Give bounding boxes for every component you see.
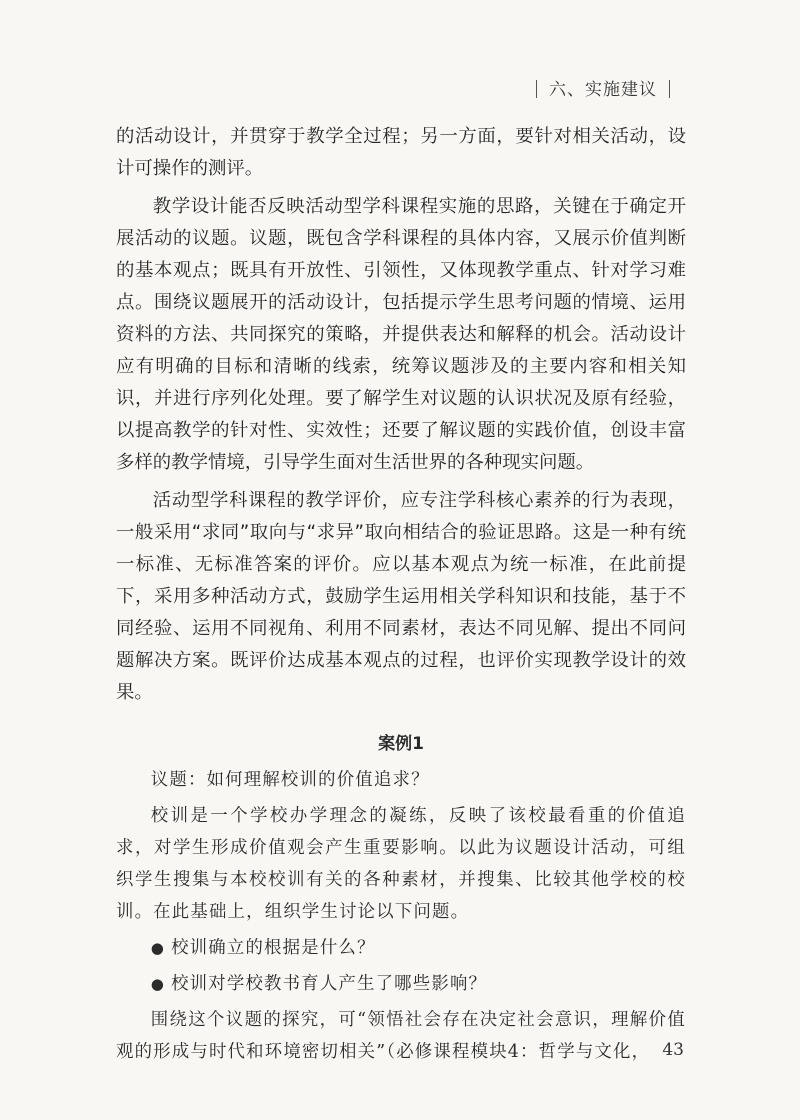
bullet-text: 校训确立的根据是什么？ (171, 938, 376, 958)
bullet-text: 校训对学校教书育人产生了哪些影响？ (171, 974, 488, 994)
paragraph-continuation: 的活动设计，并贯穿于教学全过程；另一方面，要针对相关活动，设计可操作的测评。 (116, 126, 686, 179)
section-title: 六、实施建议 (549, 80, 657, 100)
page-number: 43 (662, 1040, 684, 1060)
case-closing: 围绕这个议题的探究，可“领悟社会存在决定社会意识，理解价值观的形成与时代和环境密切相关”（必修课程模块4：哲学与文化， (116, 1010, 686, 1062)
case-bullet-item (116, 968, 686, 1000)
header-divider-left (536, 80, 537, 98)
header-divider-right (669, 80, 670, 98)
case-bullet-item (116, 932, 686, 964)
case-block (116, 764, 686, 1068)
case-title: 案例1 (378, 734, 424, 754)
running-header (524, 75, 682, 100)
case-topic: 议题：如何理解校训的价值追求？ (150, 770, 430, 790)
paragraph-teaching-evaluation: 活动型学科课程的教学评价，应专注学科核心素养的行为表现，一般采用“求同”取向与“求异”取向相结合的验证思路。这是一种有统一标准、无标准答案的评价。应以基本观点为统一标准，在此前提下，采用多种活动方式，鼓励学生运用相关学科知识和技能，基于不同经验、运用不同视角、利用不同素材，表达不同见解、提出不同问题解决方案。既评价达成基本观点的过程，也评价实现教学设计的效果。 (116, 490, 686, 703)
case-body: 校训是一个学校办学理念的凝练，反映了该校最看重的价值追求，对学生形成价值观会产生重要影响。以此为议题设计活动，可组织学生搜集与本校校训有关的各种素材，并搜集、比较其他学校的校训。在此基础上，组织学生讨论以下问题。 (116, 806, 686, 922)
paragraph-teaching-design: 教学设计能否反映活动型学科课程实施的思路，关键在于确定开展活动的议题。议题，既包含学科课程的具体内容，又展示价值判断的基本观点；既具有开放性、引领性，又体现教学重点、针对学习难点。围绕议题展开的活动设计，包括提示学生思考问题的情境、运用资料的方法、共同探究的策略，并提供表达和解释的机会。活动设计应有明确的目标和清晰的线索，统筹议题涉及的主要内容和相关知识，并进行序列化处理。要了解学生对议题的认识状况及原有经验，以提高教学的针对性、实效性；还要了解议题的实践价值，创设丰富多样的教学情境，引导学生面对生活世界的各种现实问题。 (116, 196, 686, 473)
bullet-dot-icon: ● (150, 975, 166, 993)
bullet-dot-icon: ● (150, 939, 166, 957)
page-body (116, 121, 686, 1068)
